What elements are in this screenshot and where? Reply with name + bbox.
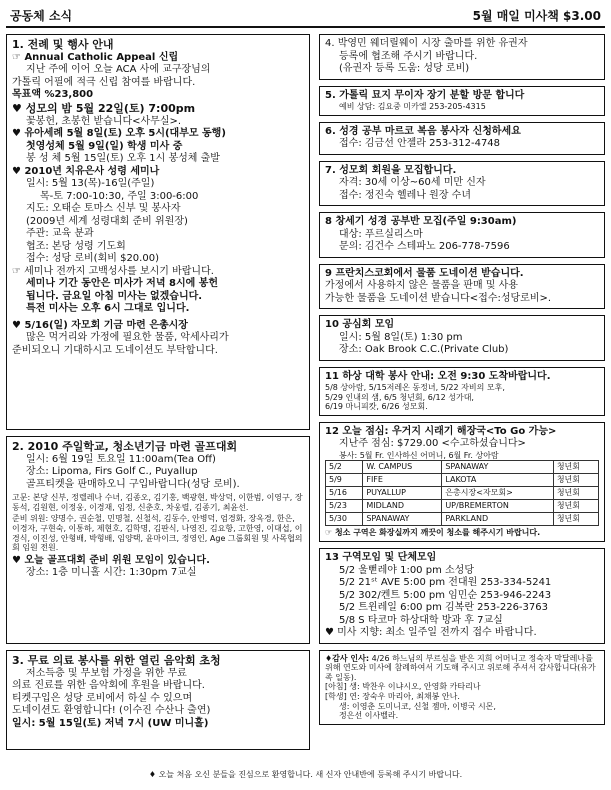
section-8 (319, 212, 605, 258)
section-thanks (319, 650, 605, 725)
table-cell: 청년회 (553, 461, 598, 474)
table-cell: 청년회 (553, 474, 598, 487)
text-line: 정은선 이사벨라. (339, 711, 399, 721)
item-infant-baptism: ♥ 유아세례 5월 8일(토) 오후 5시(대부모 동행) (12, 128, 226, 139)
section-13 (319, 548, 605, 644)
text-line: 자격: 30세 이상~60세 미만 신자 (339, 177, 486, 189)
text-line: 저소득층 및 무보험 가정을 위한 무료 (26, 667, 187, 679)
text-line: 도네이션도 환영합니다! (이수진 수산나 출연) (12, 705, 211, 717)
table-cell: SPANAWAY (442, 461, 553, 474)
section-title: 9 프란치스코회에서 물품 도네이션 받습니다. (325, 267, 524, 279)
right-column (319, 34, 605, 731)
table-cell: SPANAWAY (363, 513, 442, 526)
text-line: 예비 상담: 김요중 미카엘 253-205-4315 (339, 102, 486, 111)
text-line: 가능한 물품을 도네이션 받습니다<접수:성당로비>. (325, 292, 552, 304)
section-title: 10 공심회 모임 (325, 319, 395, 331)
text-line: (유권자 등록 도움: 성당 로비) (339, 63, 470, 74)
table-cell: 은총시장<자모회> (442, 487, 553, 500)
table-row (326, 474, 599, 487)
text-line: 지도: 오태순 토마스 신부 및 봉사자 (26, 203, 181, 214)
section-12 (319, 422, 605, 542)
table-cell: 청년회 (553, 513, 598, 526)
text-meeting: ♥ 오늘 골프대회 준비 위원 모임이 있습니다. (12, 554, 210, 566)
text-line: 많은 먹거리와 가정에 필요한 물품, 악세사리가 (26, 332, 229, 343)
table-row (326, 513, 599, 526)
text-note: ♥ 미사 지향: 최소 일주일 전까지 접수 바랍니다. (325, 627, 537, 639)
text-line: 접수: 성당 로비(회비 $20.00) (26, 253, 159, 264)
text-line: 티켓구입은 성당 로비에서 하실 수 있으며 (12, 692, 193, 704)
table-cell: 청년회 (553, 487, 598, 500)
list-item: 5/8 S 타코마 하상대학 방과 후 7교실 (339, 614, 503, 626)
thanks-body: 4/26 하느님의 부르심을 받은 지희 어머니고 정숙자 막달레나를 위해 연도와 미사에 참례하여서 기도해 주시고 위로해 주셔서 감사합니다(유가족 일동). (325, 653, 596, 682)
page-header (6, 6, 605, 28)
table-cell: 5/2 (326, 461, 363, 474)
section-title: 1. 전례 및 행사 안내 (12, 38, 114, 51)
text-line: (2009년 세계 성령대회 준비 위원장) (26, 215, 188, 227)
header-title: 공동체 소식 (10, 9, 73, 23)
item-mary-night: ♥ 성모의 밤 5월 22일(토) 7:00pm (12, 101, 196, 115)
text-goal: 목표액 %23,800 (12, 89, 94, 101)
header-price: 5월 매일 미사책 $3.00 (472, 9, 601, 23)
section-concert (6, 650, 310, 750)
text-line: 봉사: 5월 Fr. 인사하신 어머니, 6월 Fr. 상아람 (339, 450, 499, 460)
item-communion-visit: 봉 성 체 5월 15일(토) 오후 1시 봉성체 출발 (26, 153, 220, 164)
section-10 (319, 315, 605, 361)
section-4 (319, 34, 605, 80)
text-line: 장소: Oak Brook C.C.(Private Club) (339, 344, 509, 356)
section-title: 7. 성모회 회원을 모집합니다. (325, 164, 457, 176)
text-line: 가톨릭 어필에 적극 신립 참여를 바랍니다. (12, 76, 196, 88)
left-column (6, 34, 310, 756)
section-title: 2. 2010 주일학교, 청소년기금 마련 골프대회 (12, 440, 238, 453)
text-bold: 세미나 기간 동안은 미사가 저녁 8시에 봉헌 (26, 278, 219, 289)
section-title: 8 창세기 성경 공부반 모집(주일 9:30am) (325, 216, 517, 228)
text-line: 장소: 1층 미니홀 시간: 1:30pm 7교실 (26, 567, 197, 579)
table-cell: 5/23 (326, 500, 363, 513)
table-cell: LAKOTA (442, 474, 553, 487)
item-annual-appeal: ☞ Annual Catholic Appeal 신립 (12, 51, 179, 63)
section-title: 11 하상 대학 봉사 안내: 오전 9:30 도착바랍니다. (325, 370, 551, 382)
text-advisors: 고문: 본당 신부, 정렐레나 수녀, 김종오, 김기홍, 백광현, 박상덕, 이한범, 이영구, 장동석, 김원현, 이정웅, 이경재, 임정, 신춘호, 차웅렬, 김종기, 최윤선. (12, 493, 303, 512)
table-cell: 5/9 (326, 474, 363, 487)
table-cell: PARKLAND (442, 513, 553, 526)
section-11 (319, 367, 605, 416)
text-bold: 특전 미사는 오후 6시 그대로 입니다. (26, 303, 190, 314)
table-cell: 5/30 (326, 513, 363, 526)
text-line: 주관: 교육 분과 (26, 228, 94, 239)
text-line: 접수: 김금선 안젤라 253-312-4748 (339, 138, 501, 150)
text-line: ☞ 세미나 전까지 고백성사를 보시기 바랍니다. (12, 265, 214, 277)
item-healing-seminar: ♥ 2010년 치유은사 성령 세미나 (12, 165, 160, 177)
section-7 (319, 161, 605, 207)
item-first-communion: 첫영성체 5월 9일(일) 학생 미사 중 (26, 140, 183, 152)
text-line: 대상: 푸르실리스마 (339, 228, 423, 240)
page-footer: ♦ 오늘 처음 오신 분들을 진심으로 환영합니다. 새 신자 안내반에 등록해 주시기 바랍니다. (148, 770, 463, 779)
text-line: 일시: 6월 19일 토요일 11:00am(Tea Off) (26, 453, 216, 465)
bulletin-page (6, 6, 605, 786)
text-note: ☞ 청소 구역은 화장실까지 깨끗이 청소를 해주시기 바랍니다. (325, 528, 541, 538)
section-title: 5. 가톨릭 묘지 무이자 장기 분할 방문 합니다 (325, 89, 525, 101)
text-line: 등록에 협조해 주시기 바랍니다. (339, 50, 478, 62)
table-row (326, 461, 599, 474)
list-item: 5/2 울뻗레야 1:00 pm 소성당 (339, 564, 474, 576)
text-line: 일시: 5월 8일(토) 1:30 pm (339, 331, 463, 343)
table-cell: W. CAMPUS (363, 461, 442, 474)
text-line: 골프티켓을 판매하오니 구입바랍니다(성당 로비). (26, 478, 240, 490)
section-6 (319, 122, 605, 155)
text-line: 접수: 정진숙 헬레나 원장 수녀 (339, 189, 472, 201)
text-line: 지난주 점심: $729.00 <수고하셨습니다> (339, 438, 526, 450)
text-line: 준비되오니 기대하시고 도네이션도 부탁합니다. (12, 344, 218, 356)
section-title: 12 오늘 점심: 우거지 시래기 해장국<To Go 가능> (325, 425, 557, 437)
table-cell: 청년회 (553, 500, 598, 513)
text-line: 생: 이영춘 도미니코, 신철 젬마, 이병국 시몬, (339, 701, 496, 711)
text-line: 4. 박영민 웨더릴웨이 시장 출마를 위한 유권자 (325, 38, 528, 49)
text-line: 문의: 김건수 스테파노 206-778-7596 (339, 241, 510, 253)
section-title: 3. 무료 의료 봉사를 위한 열린 음악회 초청 (12, 654, 221, 667)
text-date: 일시: 5월 15일(토) 저녁 7시 (UW 미니홀) (12, 717, 209, 729)
section-title: 6. 성경 공부 마르코 복음 봉사자 신청하세요 (325, 125, 521, 137)
section-golf (6, 436, 310, 644)
table-cell: 5/16 (326, 487, 363, 500)
text-line: 지난 주에 이어 오늘 ACA 사에 교구장님의 (26, 64, 211, 76)
text-line: 의료 진료를 위한 음악회에 후원을 바랍니다. (12, 680, 205, 692)
table-row (326, 500, 599, 513)
table-cell: MIDLAND (363, 500, 442, 513)
cleaning-table (325, 460, 599, 526)
text-line: 가정에서 사용하지 않은 물품을 판매 및 사용 (325, 280, 518, 292)
table-row (326, 487, 599, 500)
text-line: 일시: 5월 13(목)-16일(주일) (26, 178, 155, 189)
text-bold: 됩니다. 금요일 아침 미사는 없겠습니다. (26, 290, 203, 302)
text-line: 장소: Lipoma, Firs Golf C., Puyallup (26, 466, 198, 478)
list-item: 5/2 트윈레일 6:00 pm 김복란 253-226-3763 (339, 602, 548, 614)
text-line: 5/29 인내의 샘, 6/5 청년회, 6/12 성가대, (325, 392, 474, 402)
text-line: 5/8 상아람, 5/15저레온 동정녀, 5/22 자비의 모후, (325, 383, 505, 393)
text-line: 꽃봉헌, 초봉헌 받습니다<사무실>. (26, 115, 182, 127)
text-line: 목-토 7:00-10:30, 주일 3:00-6:00 (40, 190, 199, 202)
thanks-title: ♦감사 인사: (325, 653, 370, 663)
text-committee: 준비 위원: 양명수, 권순철, 민명철, 신철석, 김동수, 안병덕, 엄경화, 장옥경, 한은, 이경자, 구현숙, 이통하, 제현호, 김학명, 김판식, 나영진, 김요항, 고한영, 이대섭, 이경식, 이진성, 안형배, 박형배, 임양택, 윤마이크, 정영인, Age 그룹회원 및 사목협의회 임원 전원. (12, 514, 303, 553)
table-cell: PUYALLUP (363, 487, 442, 500)
list-item: 5/2 21ˢᵗ AVE 5:00 pm 전대원 253-334-5241 (339, 577, 552, 589)
text-line: [아침] 생: 박찬우 이냐시오, 안영화 카타리나 (325, 682, 481, 692)
section-9 (319, 264, 605, 310)
section-liturgy (6, 34, 310, 430)
table-cell: FIFE (363, 474, 442, 487)
text-line: 협조: 본당 성령 기도회 (26, 240, 126, 252)
section-title: 13 구역모임 및 단체모임 (325, 552, 437, 564)
list-item: 5/2 302/켄트 5:00 pm 임민순 253-946-2243 (339, 589, 552, 601)
section-5 (319, 86, 605, 116)
text-line: 6/19 마니피캇, 6/26 성모회. (325, 402, 428, 412)
table-cell: UP/BREMERTON (442, 500, 553, 513)
item-charity-market: ♥ 5/16(일) 자모회 기금 마련 은총시장 (12, 319, 188, 331)
text-line: [학생] 연: 장숙우 마리아, 최채봉 안나. (325, 691, 460, 701)
